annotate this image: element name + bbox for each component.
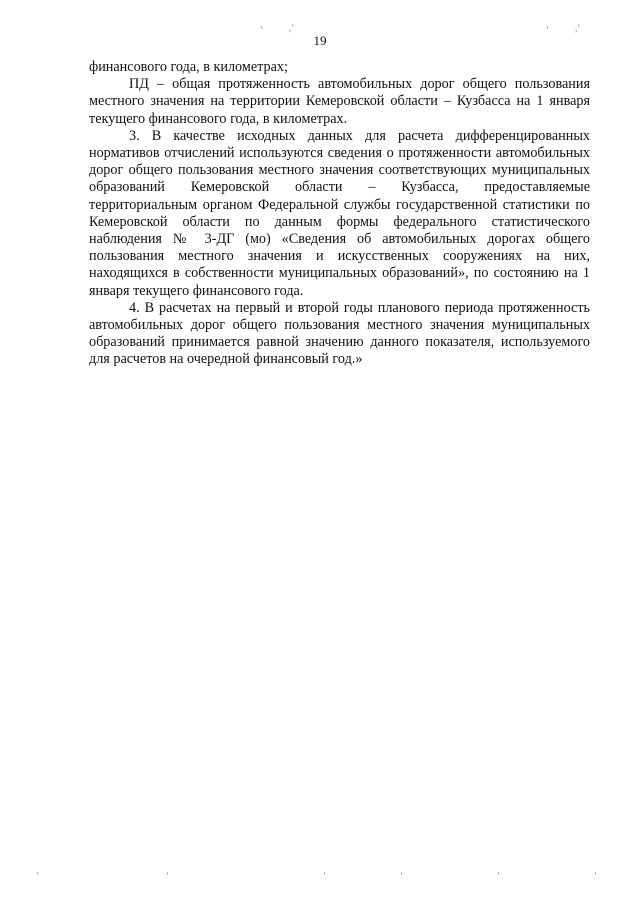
paragraph-item-3: 3. В качестве исходных данных для расчета дифференцированных нормативов отчислений используются сведения о протяженности автомобильных дорог общего пользования местного значения соответствующих муниципальных образований Кемеровской области – Кузбасса, предоставляемые территориальным органом Федеральной службы государственной статистики по Кемеровской области по данным формы федерального статистического наблюдения № 3-ДГ (мо) «Сведения об автомобильных дорогах общего пользования местного значения и искусственных сооружениях на них, находящихся в собственности муниципальных образований», по состоянию на 1 января текущего финансового года. [89,127,590,299]
paragraph-continuation: финансового года, в километрах; [89,59,288,75]
paragraph-pd-definition: ПД – общая протяженность автомобильных дорог общего пользования местного значения на территории Кемеровской области – Кузбасса на 1 января текущего финансового года, в километрах. [89,76,590,127]
paragraph-item-4: 4. В расчетах на первый и второй годы планового периода протяженность автомобильных дорог общего пользования местного значения муниципальных образований принимается равной значению данного показателя, используемого для расчетов на очередной финансовый год.» [89,299,590,368]
page-number: 19 [313,33,327,48]
document-body [89,59,590,369]
document-page: ʼ ,ʼ ʼ ,ʼ ʼ ʼ ʼ ʼ ʼ ʼ 19 финансового года, в километрах; ПД – общая протяженность автомобильных дорог общего пользования местного значения на территории Кемеровской области – Кузбасса на 1 января текущего финансового года, в километрах. 3. В качестве исходных данных для расчета дифференцированных нормативов отчислений используются сведения о протяженности автомобильных дорог общего пользования местного значения соответствующих муниципальных образований Кемеровской области – Кузбасса, предоставляемые территориальным органом Федеральной службы государственной статистики по Кемеровской области по данным формы федерального статистического наблюдения № 3-ДГ (мо) «Сведения об автомобильных дорогах общего пользования местного значения и искусственных сооружениях на них, находящихся в собственности муниципальных образований», по состоянию на 1 января текущего финансового года. 4. В расчетах на первый и второй годы планового периода протяженность автомобильных дорог общего пользования местного значения муниципальных образований принимается равной значению данного показателя, используемого для расчетов на очередной финансовый год.» [0,0,640,905]
